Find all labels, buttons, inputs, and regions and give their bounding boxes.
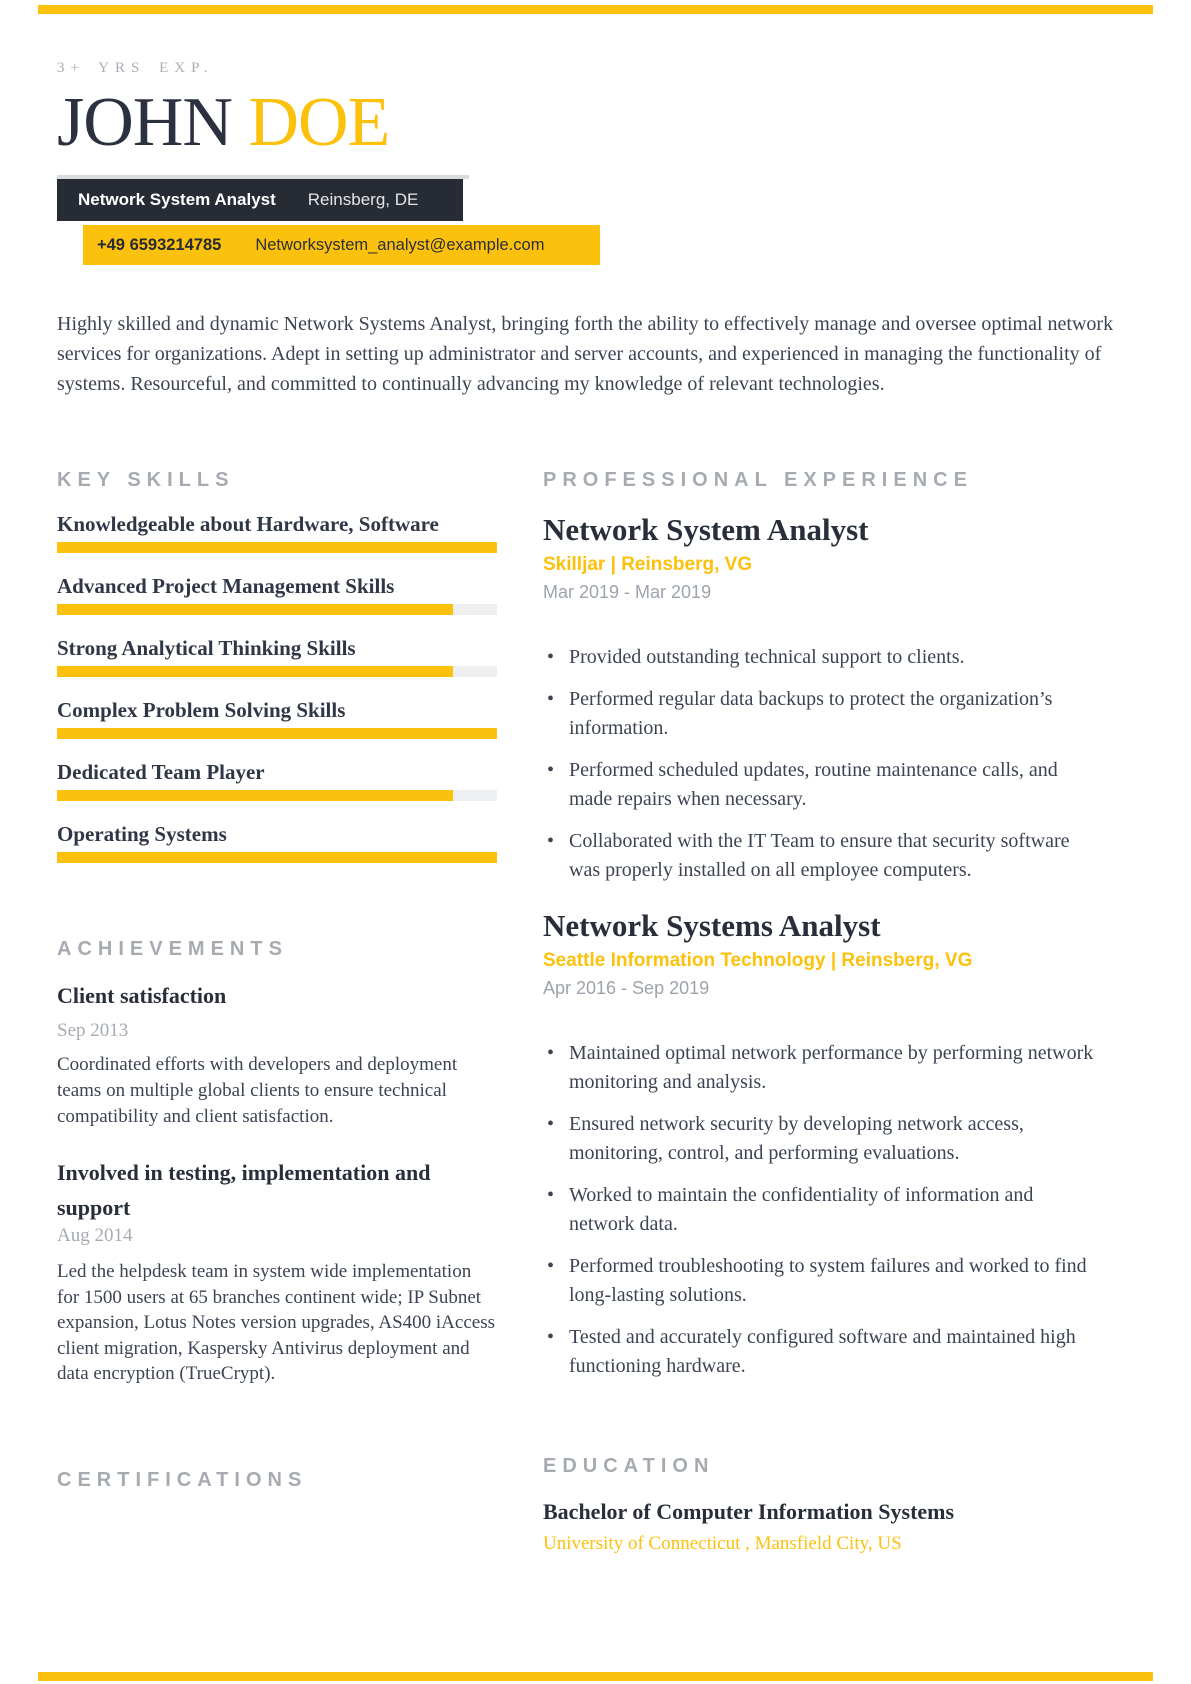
achievement-entry: [57, 982, 497, 1130]
job-entry: [543, 512, 1134, 885]
achievement-title: Client satisfaction: [57, 983, 227, 1008]
top-accent-bar: [38, 5, 1153, 14]
achievement-description: Coordinated efforts with developers and deployment teams on multiple global clients to ensure technical compatibility and client satisfaction.: [57, 1054, 458, 1127]
skill-bar-track: [57, 604, 497, 615]
skill-bar-fill: [57, 666, 453, 677]
skill-label: Knowledgeable about Hardware, Software: [57, 512, 439, 536]
skill-bar-track: [57, 542, 497, 553]
summary-paragraph: Highly skilled and dynamic Network Systems Analyst, bringing forth the ability to effectively manage and oversee optimal network services for organizations. Adept in setting up administrator and server accounts, and experienced in managing the functionality of systems. Resourceful, and committed to continually advancing my knowledge of relevant technologies.: [57, 313, 1114, 395]
right-column: [543, 470, 1134, 1555]
first-name: JOHN: [57, 84, 232, 161]
page-title: [57, 84, 1134, 161]
skill-item: [57, 573, 497, 615]
email-address: Networksystem_analyst@example.com: [255, 235, 545, 254]
bullet-item: • Provided outstanding technical support to clients.: [543, 643, 1103, 672]
education-school: University of Connecticut , Mansfield City, US: [543, 1533, 902, 1554]
skill-bar-fill: [57, 790, 453, 801]
education-heading: EDUCATION: [543, 1455, 715, 1477]
contact-bar: [83, 225, 600, 265]
achievement-description: Led the helpdesk team in system wide implementation for 1500 users at 65 branches continent wide; IP Subnet expansion, Lotus Notes version upgrades, AS400 iAccess client migration, Kaspersky Antivirus deployment and data encryption (TrueCrypt).: [57, 1261, 495, 1384]
skill-bar-fill: [57, 604, 453, 615]
achievement-entry: [57, 1155, 497, 1387]
achievement-date: Sep 2013: [57, 1020, 129, 1041]
header-job-title: Network System Analyst: [78, 190, 276, 209]
bullet-item: • Maintained optimal network performance by performing network monitoring and analysis.: [543, 1039, 1103, 1097]
skill-item: [57, 821, 497, 863]
bullet-item: • Collaborated with the IT Team to ensure that security software was properly installed on all employee computers.: [543, 827, 1103, 885]
phone-number: +49 6593214785: [97, 235, 222, 254]
professional-experience-heading: PROFESSIONAL EXPERIENCE: [543, 469, 973, 491]
job-bullet-list: [543, 1039, 1134, 1381]
job-title-heading: Network System Analyst: [543, 512, 869, 547]
skill-label: Complex Problem Solving Skills: [57, 698, 346, 722]
achievements-heading: ACHIEVEMENTS: [57, 938, 288, 960]
skill-label: Dedicated Team Player: [57, 760, 265, 784]
skill-item: [57, 635, 497, 677]
skill-bar-track: [57, 790, 497, 801]
job-dates: Apr 2016 - Sep 2019: [543, 978, 710, 998]
skill-item: [57, 759, 497, 801]
skill-item: [57, 697, 497, 739]
skills-list: [57, 511, 497, 863]
job-dates: Mar 2019 - Mar 2019: [543, 582, 712, 602]
skill-bar-track: [57, 728, 497, 739]
bottom-accent-bar: [38, 1672, 1153, 1681]
bullet-item: • Performed regular data backups to protect the organization’s information.: [543, 685, 1103, 743]
bullet-item: • Tested and accurately configured software and maintained high functioning hardware.: [543, 1323, 1103, 1381]
bullet-item: • Ensured network security by developing network access, monitoring, control, and performing evaluations.: [543, 1110, 1103, 1168]
job-title-heading: Network Systems Analyst: [543, 908, 881, 943]
certifications-heading: CERTIFICATIONS: [57, 1468, 308, 1491]
skill-bar-fill: [57, 542, 497, 553]
last-name: DOE: [248, 84, 390, 161]
experience-years-label: 3+ YRS EXP.: [57, 60, 214, 76]
skill-bar-track: [57, 666, 497, 677]
achievement-title: Involved in testing, implementation and support: [57, 1160, 431, 1220]
skill-label: Advanced Project Management Skills: [57, 574, 395, 598]
skill-bar-fill: [57, 852, 497, 863]
education-degree: Bachelor of Computer Information Systems: [543, 1499, 955, 1524]
job-bullet-list: [543, 643, 1134, 885]
bullet-item: • Worked to maintain the confidentiality of information and network data.: [543, 1181, 1103, 1239]
header-location: Reinsberg, DE: [307, 190, 419, 209]
bullet-item: • Performed scheduled updates, routine maintenance calls, and made repairs when necessary.: [543, 756, 1103, 814]
job-title-bar: [57, 179, 463, 221]
job-entry: [543, 908, 1134, 1381]
achievement-date: Aug 2014: [57, 1225, 133, 1246]
two-column-body: [57, 470, 1134, 1555]
skill-label: Strong Analytical Thinking Skills: [57, 636, 356, 660]
left-column: [57, 470, 497, 1555]
job-company: Seattle Information Technology | Reinsberg, VG: [543, 950, 973, 971]
skill-bar-fill: [57, 728, 497, 739]
skill-bar-track: [57, 852, 497, 863]
skill-label: Operating Systems: [57, 822, 227, 846]
bullet-item: • Performed troubleshooting to system failures and worked to find long-lasting solutions.: [543, 1252, 1103, 1310]
job-company: Skilljar | Reinsberg, VG: [543, 554, 753, 575]
skill-item: [57, 511, 497, 553]
key-skills-heading: KEY SKILLS: [57, 469, 235, 491]
